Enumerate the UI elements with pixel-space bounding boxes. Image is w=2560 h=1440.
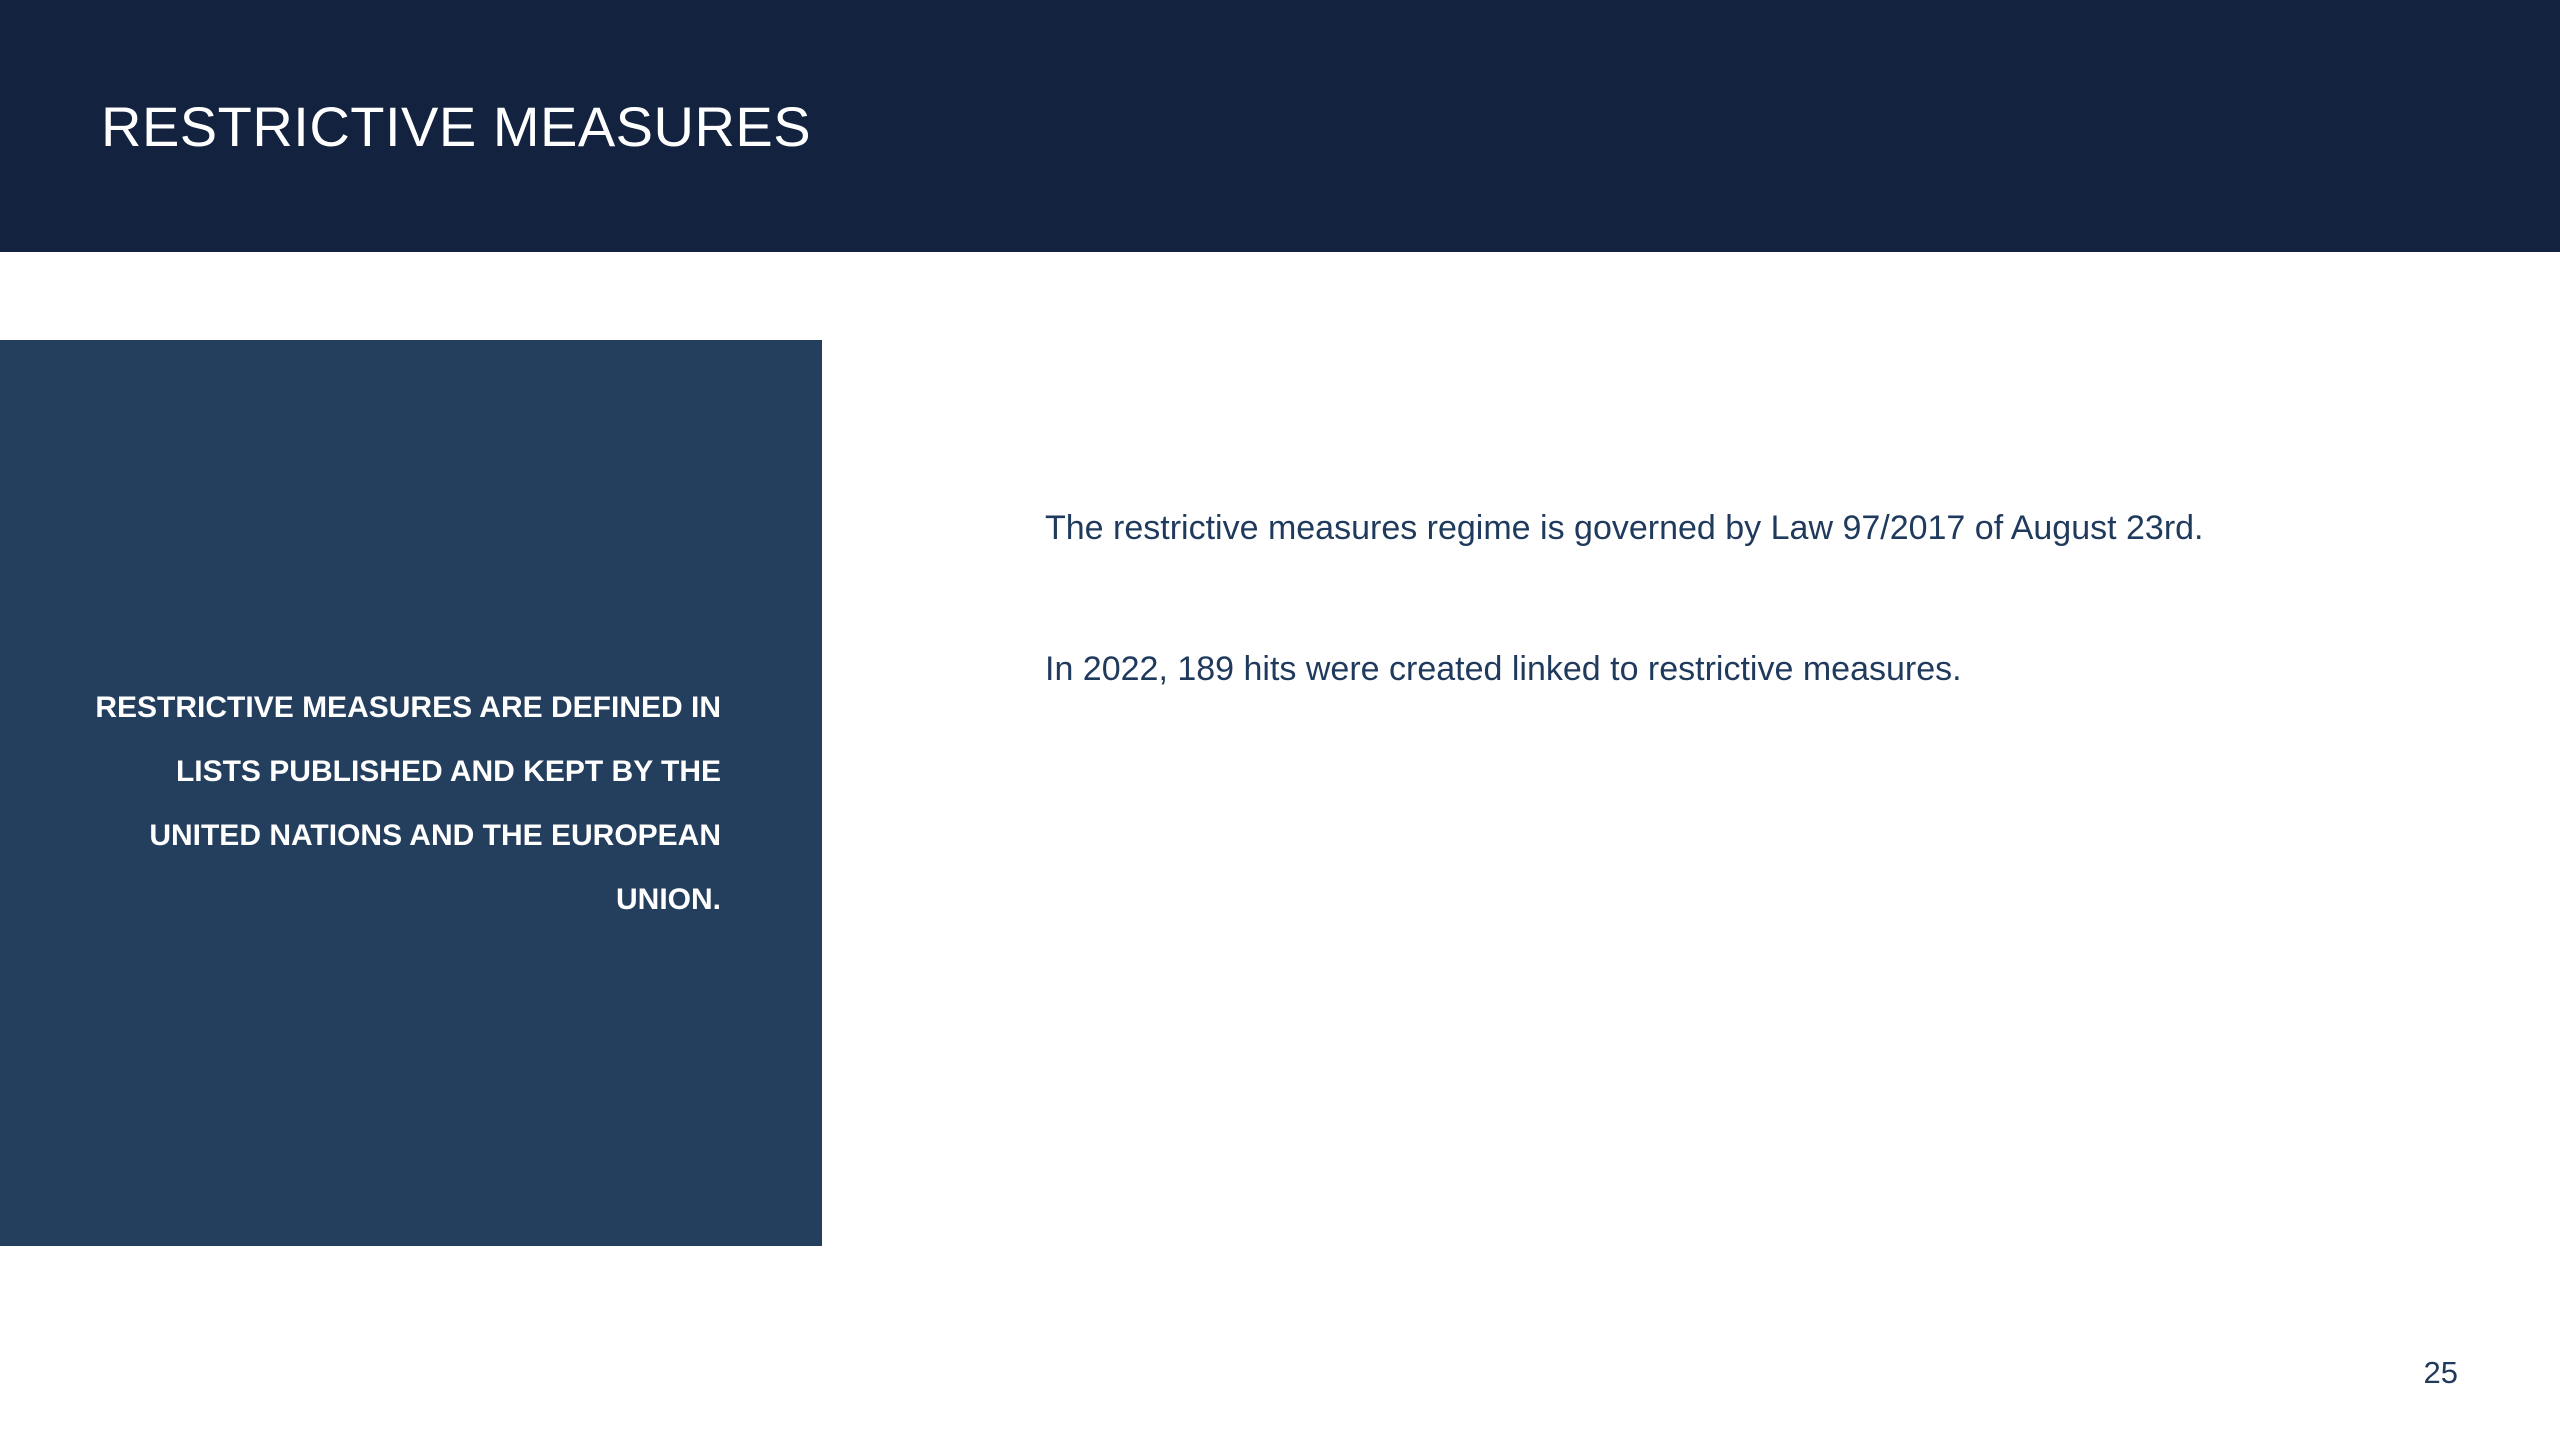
side-panel bbox=[0, 340, 822, 1246]
slide-title: RESTRICTIVE MEASURES bbox=[101, 95, 812, 158]
page-number: 25 bbox=[2423, 1355, 2458, 1390]
body-paragraph-law: The restrictive measures regime is governed by Law 97/2017 of August 23rd. bbox=[1045, 509, 2204, 547]
side-panel-text: RESTRICTIVE MEASURES ARE DEFINED IN LISTS PUBLISHED AND KEPT BY THE UNITED NATIONS AND THE EUROPEAN UNION. bbox=[95, 691, 721, 916]
title-bar bbox=[0, 0, 2560, 252]
body-paragraph-hits: In 2022, 189 hits were created linked to restrictive measures. bbox=[1045, 650, 1962, 688]
